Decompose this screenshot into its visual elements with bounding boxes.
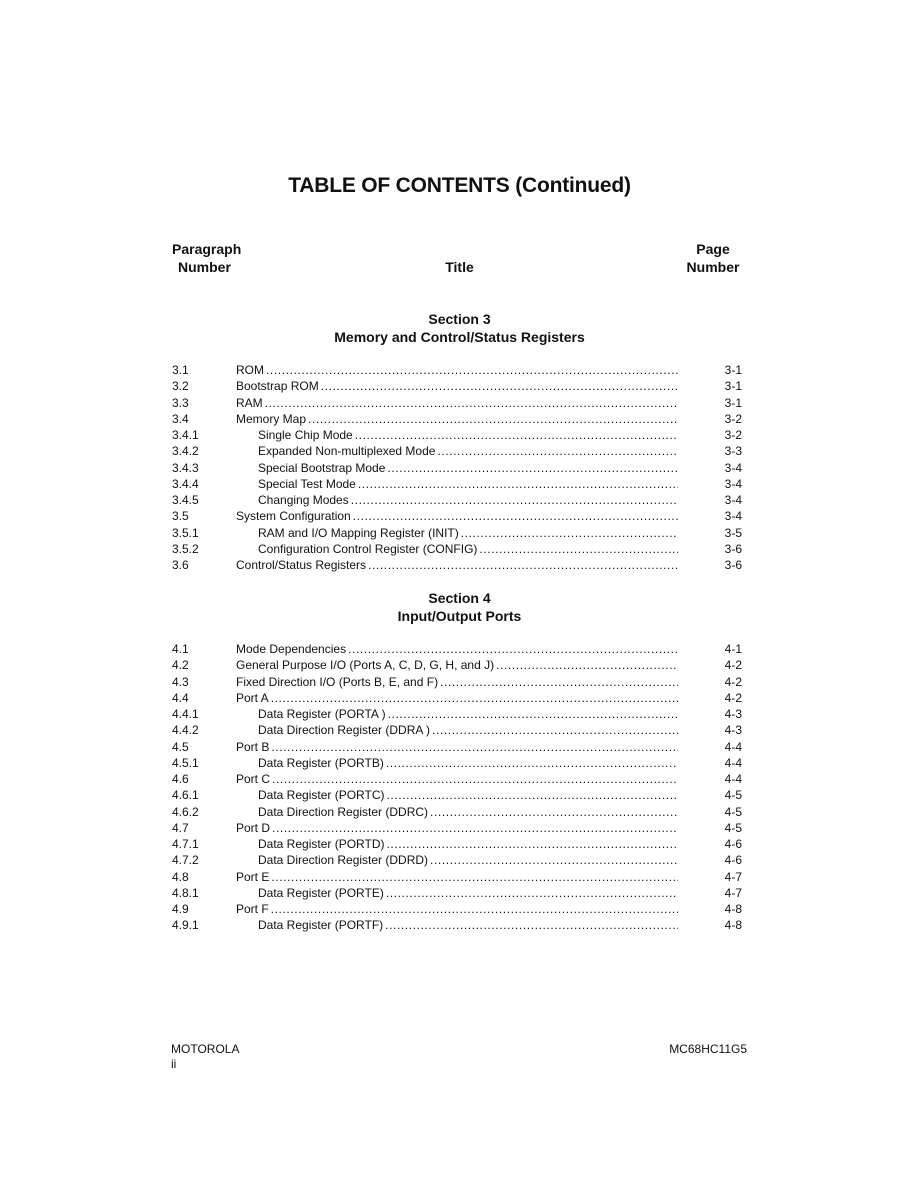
toc-entry-number: 4.6.2 <box>172 804 199 819</box>
toc-entry-title: System Configuration <box>236 509 351 524</box>
toc-entry-title: Port F <box>236 902 269 916</box>
toc-entry-number: 4.7.1 <box>172 837 199 851</box>
toc-entry-leader <box>258 722 678 738</box>
dot-leader <box>461 525 678 541</box>
toc-entry-number: 3.1 <box>172 363 189 377</box>
toc-entry-page: 3-2 <box>724 411 742 426</box>
toc-entry-title: Port C <box>236 772 271 786</box>
toc-entry-page: 3-3 <box>724 444 742 459</box>
dot-leader <box>440 674 678 690</box>
toc-entry[interactable] <box>172 804 742 820</box>
toc-entry-number: 3.4.5 <box>172 493 199 507</box>
toc-entry-page: 4-4 <box>724 755 742 770</box>
toc-entry[interactable] <box>172 395 742 411</box>
toc-entry-leader <box>236 641 678 657</box>
toc-entry[interactable] <box>172 378 742 394</box>
toc-entry-title: Data Register (PORTA ) <box>258 707 386 721</box>
toc-entry-leader <box>258 476 678 492</box>
toc-entry-leader <box>236 362 678 378</box>
toc-entry[interactable] <box>172 525 742 541</box>
dot-leader <box>271 739 678 755</box>
section-name: Memory and Control/Status Registers <box>334 329 585 345</box>
toc-entry-page: 4-6 <box>724 837 742 851</box>
toc-entry-title: Control/Status Registers <box>236 558 367 572</box>
toc-entry-title: ROM <box>236 363 264 377</box>
dot-leader <box>388 706 678 722</box>
dot-leader <box>479 541 678 557</box>
section-4-heading <box>0 589 919 625</box>
toc-entry-title: RAM <box>236 395 263 410</box>
toc-entry-title: Port B <box>236 739 270 754</box>
toc-entry-page: 3-6 <box>724 558 742 572</box>
dot-leader <box>265 395 678 411</box>
toc-entry-number: 4.3 <box>172 674 189 689</box>
toc-entry-title: Data Direction Register (DDRC) <box>258 804 429 819</box>
dot-leader <box>308 411 678 427</box>
toc-entry-page: 4-6 <box>724 853 742 868</box>
toc-entry-page: 4-8 <box>724 918 742 933</box>
toc-entry[interactable] <box>172 362 742 378</box>
toc-entry-number: 4.1 <box>172 642 189 656</box>
paragraph-header-line2: Number <box>178 259 231 275</box>
toc-entry-title: Port D <box>236 820 271 835</box>
toc-entry-leader <box>258 525 678 541</box>
toc-entry-title: Data Register (PORTD) <box>258 837 385 851</box>
dot-leader <box>432 722 678 738</box>
toc-entry-page: 4-2 <box>724 658 742 673</box>
toc-entry-number: 4.9.1 <box>172 918 199 933</box>
dot-leader <box>348 641 678 657</box>
toc-entry-number: 3.2 <box>172 379 189 394</box>
toc-entry[interactable] <box>172 820 742 836</box>
toc-entry-leader <box>258 917 678 933</box>
toc-entry-title: Bootstrap ROM <box>236 379 319 394</box>
toc-entry-number: 4.7.2 <box>172 853 199 868</box>
toc-entry-title: Mode Dependencies <box>236 642 347 656</box>
toc-entry-number: 3.4.4 <box>172 476 199 491</box>
toc-entry-leader <box>236 395 678 411</box>
toc-entry-page: 3-4 <box>724 460 742 475</box>
dot-leader <box>385 917 678 933</box>
toc-entry-number: 4.4.2 <box>172 723 199 738</box>
page-header-line2: Number <box>686 259 740 275</box>
toc-entry-page: 3-5 <box>724 525 742 540</box>
toc-entry-page: 4-8 <box>724 902 742 916</box>
toc-entry-title: Data Register (PORTC) <box>258 788 385 803</box>
toc-entry-leader <box>258 755 678 771</box>
toc-entry-number: 4.2 <box>172 658 189 673</box>
toc-entry-page: 4-5 <box>724 788 742 803</box>
toc-entry[interactable] <box>172 541 742 557</box>
toc-entry-title: Fixed Direction I/O (Ports B, E, and F) <box>236 674 439 689</box>
page-title: TABLE OF CONTENTS (Continued) <box>288 174 631 197</box>
toc-entry-title: Port E <box>236 869 270 884</box>
dot-leader <box>355 427 678 443</box>
toc-entry-leader <box>236 820 678 836</box>
toc-entry[interactable] <box>172 771 742 787</box>
toc-entry-number: 4.7 <box>172 820 189 835</box>
toc-entry-number: 3.4.2 <box>172 444 199 459</box>
toc-entry-leader <box>236 378 678 394</box>
dot-leader <box>358 476 678 492</box>
toc-entry-number: 4.6.1 <box>172 788 199 803</box>
toc-entry-page: 3-4 <box>724 509 742 524</box>
toc-entry[interactable] <box>172 917 742 933</box>
toc-entry-page: 4-3 <box>724 723 742 738</box>
section-3-heading <box>0 310 919 346</box>
toc-entry-page: 3-1 <box>724 395 742 410</box>
toc-entry-title: Configuration Control Register (CONFIG) <box>258 541 478 556</box>
dot-leader <box>496 657 678 673</box>
toc-entry-number: 4.4.1 <box>172 707 199 721</box>
toc-entry-number: 4.9 <box>172 902 189 916</box>
toc-entry[interactable] <box>172 411 742 427</box>
toc-entry-number: 4.8 <box>172 869 189 884</box>
toc-entry-leader <box>258 427 678 443</box>
section-4-entries <box>172 641 742 934</box>
toc-entry-page: 4-4 <box>724 772 742 786</box>
dot-leader <box>321 378 678 394</box>
toc-entry-page: 4-2 <box>724 690 742 705</box>
dot-leader <box>271 901 678 917</box>
dot-leader <box>351 492 678 508</box>
toc-entry-number: 4.4 <box>172 690 189 705</box>
toc-entry-title: Expanded Non-multiplexed Mode <box>258 444 436 459</box>
toc-entry-title: Data Direction Register (DDRA ) <box>258 723 431 738</box>
toc-entry[interactable] <box>172 787 742 803</box>
toc-entry-number: 3.5.1 <box>172 525 199 540</box>
toc-entry-title: Single Chip Mode <box>258 428 353 442</box>
toc-entry-number: 3.4.3 <box>172 460 199 475</box>
toc-entry-leader <box>236 739 678 755</box>
toc-entry[interactable] <box>172 901 742 917</box>
toc-entry-leader <box>236 557 678 573</box>
dot-leader <box>266 362 678 378</box>
toc-entry-title: Data Register (PORTF) <box>258 918 384 933</box>
toc-entry-page: 3-2 <box>724 428 742 442</box>
toc-entry[interactable] <box>172 755 742 771</box>
toc-entry-leader <box>236 690 678 706</box>
dot-leader <box>386 755 678 771</box>
toc-entry-leader <box>258 460 678 476</box>
toc-entry-leader <box>258 787 678 803</box>
dot-leader <box>353 508 678 524</box>
toc-entry[interactable] <box>172 674 742 690</box>
toc-entry-leader <box>258 836 678 852</box>
toc-entry[interactable] <box>172 508 742 524</box>
toc-entry[interactable] <box>172 476 742 492</box>
toc-entry-number: 3.6 <box>172 558 189 572</box>
toc-entry-title: Changing Modes <box>258 493 349 507</box>
toc-entry-title: Data Register (PORTE) <box>258 885 384 900</box>
toc-entry-leader <box>236 869 678 885</box>
toc-entry-leader <box>236 657 678 673</box>
toc-entry-page: 3-1 <box>724 363 742 377</box>
toc-entry-number: 4.6 <box>172 772 189 786</box>
footer-part-number: MC68HC11G5 <box>669 1042 747 1056</box>
toc-entry-title: General Purpose I/O (Ports A, C, D, G, H, and J) <box>236 658 495 673</box>
toc-entry-page: 3-4 <box>724 476 742 491</box>
toc-entry[interactable] <box>172 460 742 476</box>
toc-entry[interactable] <box>172 557 742 573</box>
toc-entry-number: 3.4 <box>172 411 189 426</box>
toc-entry-page: 4-7 <box>724 869 742 884</box>
toc-entry-title: RAM and I/O Mapping Register (INIT) <box>258 525 459 540</box>
toc-entry[interactable] <box>172 690 742 706</box>
toc-entry[interactable] <box>172 641 742 657</box>
page-header-line1: Page <box>696 241 730 257</box>
toc-entry-leader <box>236 674 678 690</box>
toc-entry[interactable] <box>172 657 742 673</box>
toc-entry-number: 4.5.1 <box>172 755 199 770</box>
toc-entry-number: 4.8.1 <box>172 885 199 900</box>
toc-entry-number: 3.3 <box>172 395 189 410</box>
toc-entry-page: 3-1 <box>724 379 742 394</box>
dot-leader <box>386 836 678 852</box>
toc-entry-leader <box>258 541 678 557</box>
section-label: Section 4 <box>428 590 491 606</box>
section-label: Section 3 <box>428 311 491 327</box>
toc-entry-leader <box>258 804 678 820</box>
toc-entry-number: 3.5 <box>172 509 189 524</box>
paragraph-header-line1: Paragraph <box>172 241 242 257</box>
dot-leader <box>387 460 678 476</box>
toc-entry[interactable] <box>172 885 742 901</box>
toc-entry-leader <box>236 508 678 524</box>
dot-leader <box>271 690 678 706</box>
toc-entry-number: 4.5 <box>172 739 189 754</box>
toc-entry-page: 4-1 <box>724 642 742 656</box>
toc-entry-title: Memory Map <box>236 411 307 426</box>
toc-entry[interactable] <box>172 706 742 722</box>
toc-entry[interactable] <box>172 492 742 508</box>
toc-entry-page: 4-5 <box>724 820 742 835</box>
dot-leader <box>271 869 678 885</box>
toc-entry-title: Data Direction Register (DDRD) <box>258 853 429 868</box>
toc-entry-leader <box>258 443 678 459</box>
page-number-header <box>683 240 743 276</box>
toc-entry[interactable] <box>172 722 742 738</box>
toc-entry-leader <box>258 852 678 868</box>
footer-publisher: MOTOROLA <box>171 1042 240 1056</box>
section-name: Input/Output Ports <box>397 608 522 624</box>
toc-entry-page: 3-4 <box>724 493 742 507</box>
dot-leader <box>430 852 678 868</box>
toc-entry[interactable] <box>172 739 742 755</box>
toc-entry-number: 3.4.1 <box>172 428 199 442</box>
toc-entry-page: 4-4 <box>724 739 742 754</box>
toc-entry[interactable] <box>172 836 742 852</box>
toc-entry-title: Data Register (PORTB) <box>258 755 384 770</box>
toc-entry-leader <box>258 492 678 508</box>
toc-entry-page: 4-3 <box>724 707 742 721</box>
toc-entry[interactable] <box>172 869 742 885</box>
toc-entry-page: 3-6 <box>724 541 742 556</box>
dot-leader <box>368 557 678 573</box>
toc-entry-leader <box>236 901 678 917</box>
toc-entry-number: 3.5.2 <box>172 541 199 556</box>
toc-entry-title: Special Bootstrap Mode <box>258 460 386 475</box>
toc-entry-leader <box>236 771 678 787</box>
toc-entry-title: Port A <box>236 690 269 705</box>
title-header: Title <box>445 259 474 275</box>
section-3-entries <box>172 362 742 573</box>
toc-entry[interactable] <box>172 427 742 443</box>
dot-leader <box>272 820 678 836</box>
toc-entry[interactable] <box>172 443 742 459</box>
dot-leader <box>437 443 678 459</box>
dot-leader <box>386 885 678 901</box>
toc-entry-page: 4-5 <box>724 804 742 819</box>
toc-entry-page: 4-7 <box>724 885 742 900</box>
dot-leader <box>272 771 678 787</box>
toc-entry-title: Special Test Mode <box>258 476 356 491</box>
toc-entry-leader <box>236 411 678 427</box>
toc-entry-page: 4-2 <box>724 674 742 689</box>
dot-leader <box>430 804 678 820</box>
toc-entry[interactable] <box>172 852 742 868</box>
dot-leader <box>386 787 678 803</box>
toc-entry-leader <box>258 885 678 901</box>
footer-page-number: ii <box>171 1057 177 1071</box>
toc-entry-leader <box>258 706 678 722</box>
